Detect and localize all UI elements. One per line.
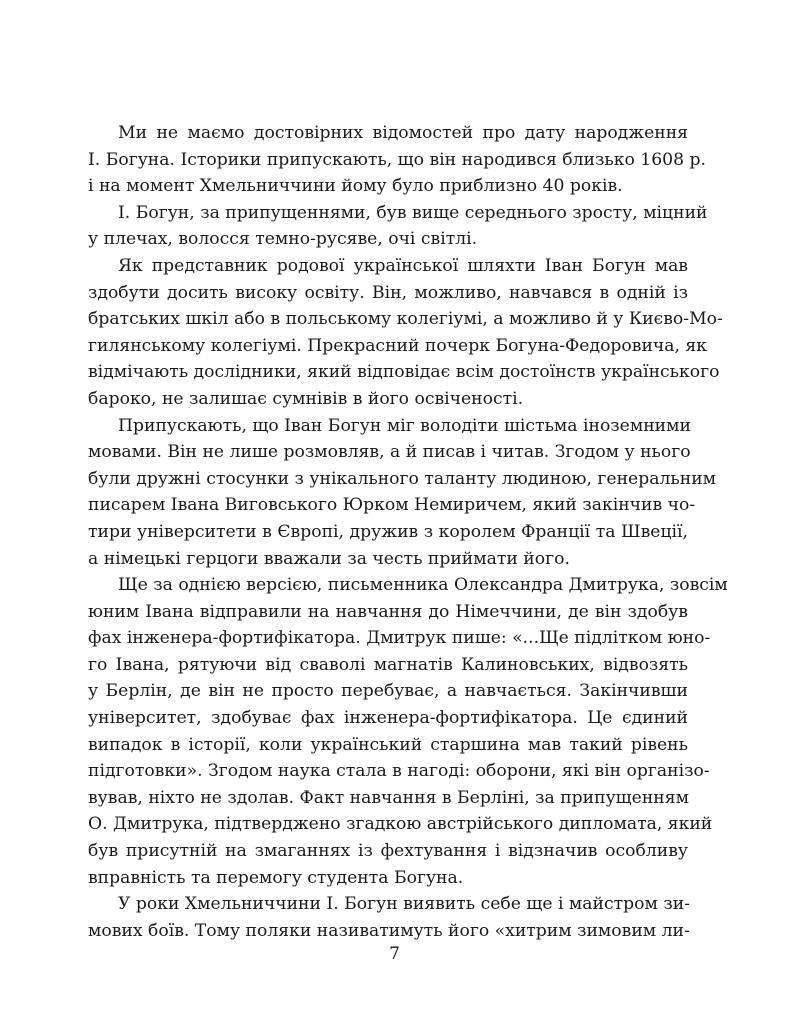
text-line: випадок в історії, коли український старшина мав такий рівень [88, 734, 688, 755]
text-line: писарем Івана Виговського Юрком Немиричем, який закінчив чо- [88, 495, 696, 516]
text-line: у плечах, волосся темно-русяве, очі світлі. [88, 229, 478, 250]
paragraph [88, 413, 717, 573]
text-line: підготовки». Згодом наука стала в нагоді: оборони, які він організо- [88, 761, 710, 782]
text-line: го Івана, рятуючи від сваволі магнатів Калиновських, відвозять [88, 654, 688, 675]
text-line: здобути досить високу освіту. Він, можливо, навчався в одній із [88, 282, 688, 303]
text-line: юним Івана відправили на навчання до Німеччини, де він здобув [88, 601, 688, 622]
text-line: університет, здобуває фах інженера-фортифікатора. Це єдиний [88, 708, 688, 729]
page-body [88, 120, 728, 944]
paragraph [88, 253, 723, 413]
text-line: Як представник родової української шляхти Іван Богун мав [118, 255, 688, 276]
text-line: братських шкіл або в польському колегіумі, а можливо й у Києво-Мо- [88, 309, 723, 330]
text-line: у Берлін, де він не просто перебуває, а навчається. Закінчивши [88, 681, 688, 702]
text-line: Ми не маємо достовірних відомостей про дату народження [118, 123, 688, 143]
text-line: тири університети в Європі, дружив з королем Франції та Швеції, [88, 521, 688, 542]
text-line: І. Богун, за припущеннями, був вище середнього зросту, міцний [118, 202, 708, 223]
text-line: вправність та перемогу студента Богуна. [88, 867, 464, 888]
text-line: вував, ніхто не здолав. Факт навчання в Берліні, за припущенням [88, 787, 689, 808]
text-line: був присутній на змаганнях із фехтування і відзначив особливу [88, 841, 688, 862]
text-line: У роки Хмельниччини І. Богун виявить себе ще і майстром зи- [118, 894, 690, 915]
text-line: а німецькі герцоги вважали за честь приймати його. [88, 548, 570, 569]
text-line: Ще за однією версією, письменника Олександра Дмитрука, зовсім [118, 575, 728, 596]
text-line: і на момент Хмельниччини йому було приблизно 40 років. [88, 176, 623, 197]
text-line: Припускають, що Іван Богун міг володіти шістьма іноземними [118, 415, 691, 436]
text-line: мовами. Він не лише розмовляв, а й писав і читав. Згодом у нього [88, 442, 691, 463]
paragraph [88, 120, 706, 200]
text-line: були дружні стосунки з унікального таланту людиною, генеральним [88, 468, 717, 489]
text-line: фах інженера-фортифікатора. Дмитрук пише: «...Ще підлітком юно- [88, 628, 711, 649]
text-line: гилянському колегіумі. Прекрасний почерк Богуна-Федоровича, як [88, 335, 708, 356]
page-number: 7 [389, 944, 400, 964]
text-line: І. Богуна. Історики припускають, що він народився близько 1608 р. [88, 149, 706, 170]
paragraph [88, 200, 708, 253]
text-line: бароко, не залишає сумнівів в його освіченості. [88, 388, 524, 409]
text-line: мових боїв. Тому поляки називатимуть його «хитрим зимовим ли- [88, 920, 690, 941]
paragraph [88, 572, 728, 891]
text-line: О. Дмитрука, підтверджено згадкою австрійського дипломата, який [88, 814, 713, 835]
paragraph [88, 891, 688, 944]
text-line: відмічають дослідники, який відповідає всім достоїнств українського [88, 362, 720, 383]
